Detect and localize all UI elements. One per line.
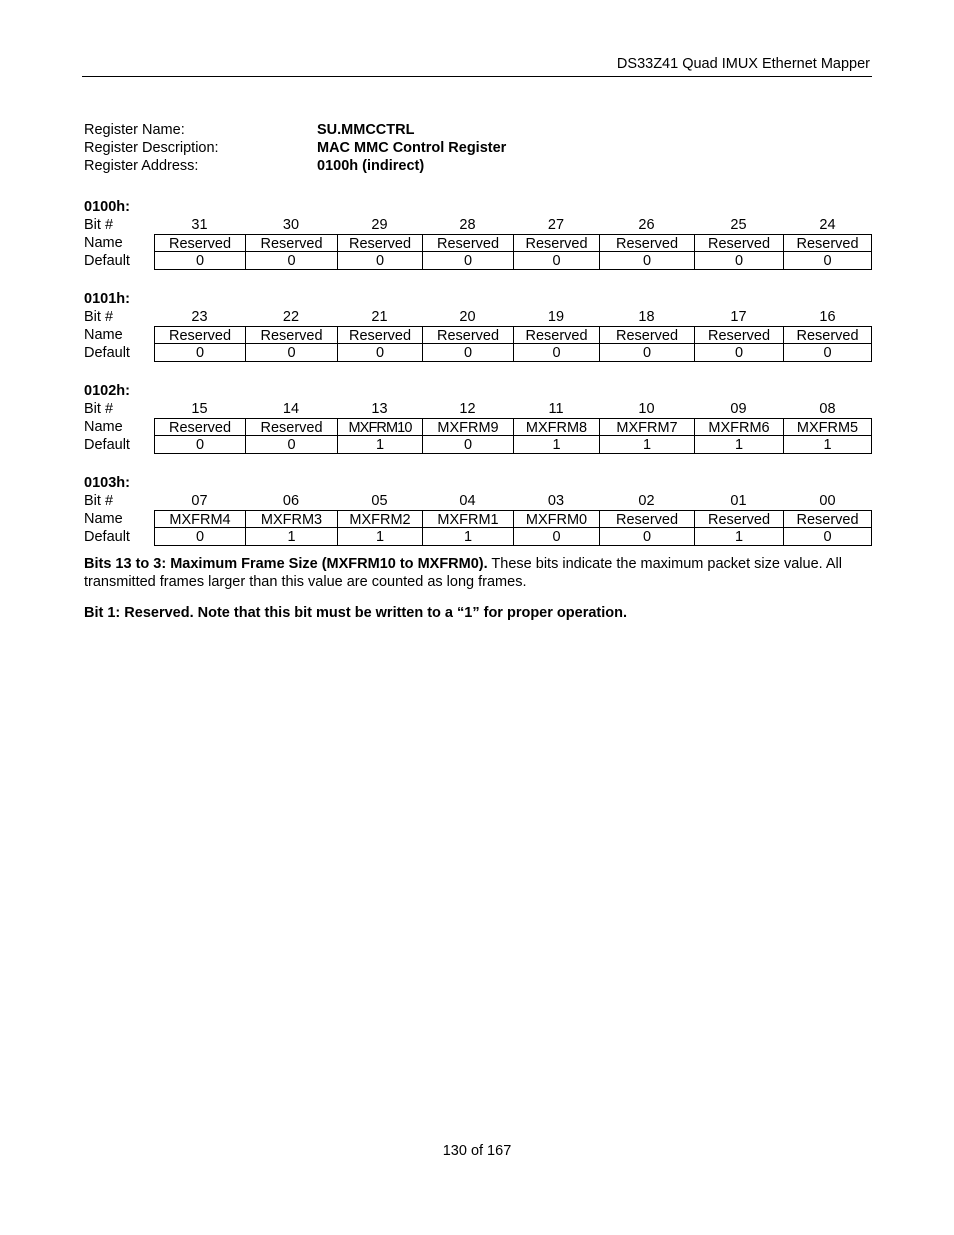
- register-name-cell: Reserved: [599, 234, 694, 252]
- register-address-value: 0100h (indirect): [317, 158, 425, 174]
- register-default-cell: 0: [513, 344, 599, 362]
- register-default-cells: [154, 344, 872, 362]
- row-label: Default: [84, 437, 130, 453]
- register-default-row: [84, 436, 872, 454]
- register-name-row: [84, 510, 872, 528]
- register-block: [84, 474, 872, 546]
- register-default-row: [84, 528, 872, 546]
- register-address-row: [84, 157, 506, 175]
- register-bit-cell: 03: [547, 493, 565, 509]
- register-default-cell: 1: [694, 436, 783, 454]
- register-bit-row: [84, 216, 872, 234]
- register-name-cell: Reserved: [245, 234, 337, 252]
- register-name-cell: MXFRM0: [513, 510, 599, 528]
- register-bit-cell: 15: [191, 401, 208, 417]
- register-info: [84, 121, 506, 175]
- document-header-title: DS33Z41 Quad IMUX Ethernet Mapper: [616, 56, 870, 72]
- register-name-cell: Reserved: [513, 326, 599, 344]
- register-default-cell: 0: [154, 252, 245, 270]
- register-name-cell: MXFRM10: [337, 418, 422, 436]
- register-bit-cell: 08: [819, 401, 836, 417]
- register-name-cell: Reserved: [245, 418, 337, 436]
- register-name-cells: [154, 234, 872, 252]
- register-default-cell: 1: [783, 436, 872, 454]
- register-default-cell: 0: [154, 436, 245, 454]
- register-default-cell: 0: [599, 252, 694, 270]
- register-default-cell: 0: [694, 252, 783, 270]
- register-bit-cell: 00: [819, 493, 836, 509]
- register-name-cell: Reserved: [422, 234, 513, 252]
- register-name-label: Register Name:: [84, 122, 185, 138]
- row-label: Name: [84, 511, 123, 527]
- register-bit-cell: 27: [547, 217, 565, 233]
- row-label: Bit #: [84, 217, 114, 233]
- register-default-cell: 0: [154, 344, 245, 362]
- register-default-cell: 1: [513, 436, 599, 454]
- register-name-cell: Reserved: [337, 234, 422, 252]
- register-bit-cell: 10: [638, 401, 655, 417]
- register-bit-cell: 29: [371, 217, 388, 233]
- header-divider: [82, 76, 872, 77]
- register-block-address: 0102h:: [84, 383, 130, 399]
- register-name-cell: Reserved: [154, 418, 245, 436]
- register-default-cell: 0: [599, 344, 694, 362]
- register-bit-cell: 07: [191, 493, 208, 509]
- register-name-cell: Reserved: [154, 234, 245, 252]
- register-name-cells: [154, 326, 872, 344]
- register-name-row: [84, 418, 872, 436]
- register-bit-cell: 13: [371, 401, 388, 417]
- register-default-cell: 0: [245, 344, 337, 362]
- register-default-cell: 0: [783, 252, 872, 270]
- register-bit-cell: 24: [819, 217, 836, 233]
- register-name-cell: MXFRM6: [694, 418, 783, 436]
- register-default-cell: 0: [513, 528, 599, 546]
- register-bit-cell: 22: [282, 309, 300, 325]
- row-label: Name: [84, 235, 123, 251]
- register-default-cell: 0: [337, 252, 422, 270]
- register-default-cell: 1: [599, 436, 694, 454]
- register-bit-cell: 06: [282, 493, 300, 509]
- register-bit-cells: [154, 308, 872, 326]
- register-bit-cell: 28: [459, 217, 476, 233]
- register-default-cell: 0: [422, 344, 513, 362]
- register-bit-cell: 05: [371, 493, 388, 509]
- register-bit-cell: 16: [819, 309, 836, 325]
- register-default-cell: 1: [245, 528, 337, 546]
- register-name-cell: MXFRM2: [337, 510, 422, 528]
- register-default-cell: 0: [599, 528, 694, 546]
- register-bit-cell: 01: [730, 493, 747, 509]
- register-bit-row: [84, 492, 872, 510]
- row-label: Bit #: [84, 309, 114, 325]
- register-default-cell: 1: [422, 528, 513, 546]
- register-default-cell: 0: [513, 252, 599, 270]
- description-bits-13-to-3-text: These bits indicate the maximum packet size value. All transmitted frames larger than this value are counted as long frames.: [84, 556, 842, 590]
- register-bit-cell: 23: [191, 309, 208, 325]
- register-name-cell: MXFRM1: [422, 510, 513, 528]
- row-label: Default: [84, 345, 130, 361]
- register-block-address: 0100h:: [84, 199, 130, 215]
- register-name-cell: MXFRM9: [422, 418, 513, 436]
- register-default-cell: 0: [422, 252, 513, 270]
- register-name-cell: Reserved: [513, 234, 599, 252]
- register-bit-cell: 31: [191, 217, 208, 233]
- register-name-value: SU.MMCCTRL: [317, 122, 415, 138]
- register-default-cell: 1: [337, 436, 422, 454]
- register-name-cell: Reserved: [783, 326, 872, 344]
- register-default-cells: [154, 252, 872, 270]
- register-bit-cell: 26: [638, 217, 655, 233]
- register-bit-cell: 04: [459, 493, 476, 509]
- page-number: 130 of 167: [442, 1143, 512, 1159]
- row-label: Default: [84, 253, 130, 269]
- register-default-row: [84, 252, 872, 270]
- row-label: Bit #: [84, 401, 114, 417]
- register-bit-cell: 21: [371, 309, 388, 325]
- register-bit-cell: 14: [282, 401, 300, 417]
- register-bit-cells: [154, 492, 872, 510]
- register-name-cell: Reserved: [694, 510, 783, 528]
- row-label: Bit #: [84, 493, 114, 509]
- description-bits-13-to-3: [84, 555, 874, 591]
- register-block: [84, 198, 872, 270]
- register-bit-cell: 20: [459, 309, 476, 325]
- register-name-row: [84, 326, 872, 344]
- register-block: [84, 382, 872, 454]
- register-block: [84, 290, 872, 362]
- register-name-cell: Reserved: [783, 234, 872, 252]
- register-default-row: [84, 344, 872, 362]
- register-name-row: [84, 234, 872, 252]
- register-bit-cells: [154, 216, 872, 234]
- register-default-cells: [154, 436, 872, 454]
- register-default-cell: 1: [694, 528, 783, 546]
- register-default-cell: 0: [694, 344, 783, 362]
- row-label: Name: [84, 327, 123, 343]
- register-name-cell: Reserved: [422, 326, 513, 344]
- register-default-cell: 0: [783, 528, 872, 546]
- description-bits-13-to-3-heading: Bits 13 to 3: Maximum Frame Size (MXFRM10 to MXFRM0).: [84, 556, 488, 572]
- register-name-cell: MXFRM3: [245, 510, 337, 528]
- register-name-cell: Reserved: [245, 326, 337, 344]
- register-default-cell: 0: [245, 436, 337, 454]
- register-bit-cell: 11: [548, 401, 564, 417]
- register-description-label: Register Description:: [84, 140, 219, 156]
- row-label: Name: [84, 419, 123, 435]
- register-description-value: MAC MMC Control Register: [317, 140, 507, 156]
- register-bit-cells: [154, 400, 872, 418]
- register-name-cell: Reserved: [154, 326, 245, 344]
- register-name-cell: Reserved: [694, 234, 783, 252]
- register-bit-cell: 17: [730, 309, 747, 325]
- register-name-cell: Reserved: [694, 326, 783, 344]
- register-bit-row: [84, 308, 872, 326]
- register-name-cell: Reserved: [599, 326, 694, 344]
- register-name-cell: Reserved: [337, 326, 422, 344]
- row-label: Default: [84, 529, 130, 545]
- register-name-cell: Reserved: [599, 510, 694, 528]
- register-name-cells: [154, 418, 872, 436]
- register-block-address: 0101h:: [84, 291, 130, 307]
- register-default-cell: 0: [783, 344, 872, 362]
- register-address-label: Register Address:: [84, 158, 199, 174]
- register-name-cell: Reserved: [783, 510, 872, 528]
- register-bit-cell: 19: [547, 309, 565, 325]
- register-description-row: [84, 139, 506, 157]
- register-name-cells: [154, 510, 872, 528]
- register-bit-row: [84, 400, 872, 418]
- register-bit-cell: 25: [730, 217, 747, 233]
- register-block-address: 0103h:: [84, 475, 130, 491]
- register-name-cell: MXFRM4: [154, 510, 245, 528]
- register-default-cell: 0: [245, 252, 337, 270]
- register-bit-cell: 18: [638, 309, 655, 325]
- register-bit-cell: 12: [459, 401, 476, 417]
- register-default-cell: 0: [337, 344, 422, 362]
- register-bit-cell: 09: [730, 401, 747, 417]
- register-default-cells: [154, 528, 872, 546]
- register-default-cell: 1: [337, 528, 422, 546]
- register-name-cell: MXFRM8: [513, 418, 599, 436]
- register-name-cell: MXFRM5: [783, 418, 872, 436]
- register-name-row: [84, 121, 506, 139]
- description-bit-1: Bit 1: Reserved. Note that this bit must be written to a “1” for proper operation.: [84, 605, 628, 621]
- register-bit-cell: 02: [638, 493, 655, 509]
- register-default-cell: 0: [154, 528, 245, 546]
- register-name-cell: MXFRM7: [599, 418, 694, 436]
- register-default-cell: 0: [422, 436, 513, 454]
- register-bit-cell: 30: [282, 217, 300, 233]
